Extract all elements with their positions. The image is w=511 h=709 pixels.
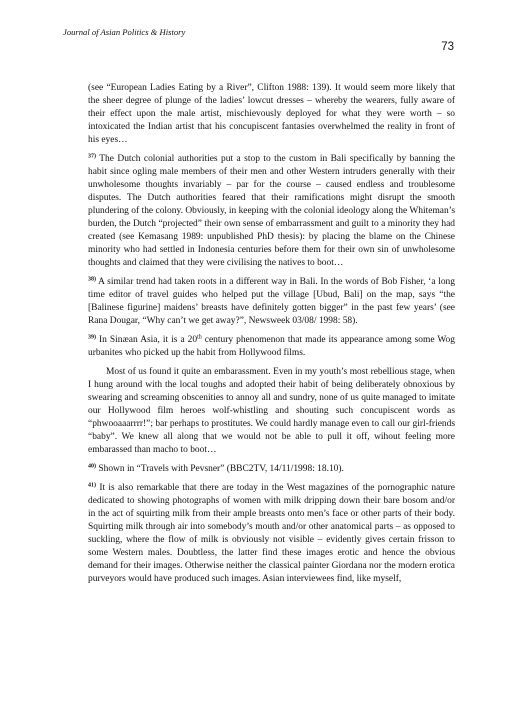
footnote-text: A similar trend had taken roots in a different way in Bali. In the words of Bob Fisher, ‘a long time editor of travel guides who helped put the village [Ubud, Bali] on the map, says “the [Balinese figurine] maidens’ breasts have definitely gotten bigger” in the past few years’ (see Rana Dougar, “Why can’t we get away?”, Newsweek 03/08/ 1998: 58). bbox=[88, 277, 455, 326]
footnote-text: It is also remarkable that there are today in the West magazines of the pornographic nature dedicated to showing photographs of women with milk dripping down their bare bosom and/or in the act of squirting milk from their ample breasts onto men’s face or other parts of their body. Squirting milk through air into somebody’s mouth and/or other anatomical parts – as opposed to suckling, where the flow of milk is obviously not visible – evidently gives certain frisson to some Western males. Doubtless, the latter find these images erotic and hence the obvious demand for their images. Otherwise neither the classical painter Giordana nor the modern erotica purveyors would have produced such images. Asian interviewees find, like myself, bbox=[88, 483, 455, 584]
footnote-38 bbox=[88, 276, 455, 328]
footnote-marker: 37) bbox=[88, 153, 96, 160]
footnote-marker: 39) bbox=[88, 334, 96, 341]
page-number: 73 bbox=[441, 41, 454, 53]
running-head: Journal of Asian Politics & History bbox=[63, 27, 186, 37]
footnote-text: Shown in “Travels with Pevsner” (BBC2TV, 14/11/1998: 18.10). bbox=[96, 464, 344, 474]
footnote-37 bbox=[88, 153, 455, 270]
footnote-40 bbox=[88, 463, 455, 476]
footnote-marker: 40) bbox=[88, 463, 96, 470]
footnote-marker: 38) bbox=[88, 276, 96, 283]
ordinal-suffix: th bbox=[197, 334, 202, 341]
paragraph: Most of us found it quite an embarassment. Even in my youth’s most rebellious stage, when I hung around with the local toughs and adopted their habit of being deliberately obnoxious by swearing and screaming obscenities to annoy all and sundry, none of us quite managed to imitate our Hollywood film heroes wolf-whistling and shouting such concupiscent words as “phwooaaarrrr!”; bar perhaps to prostitutes. We could hardly manage even to call our girl-friends “baby”. We knew all along that we would not be able to pull it off, wihout feeling more embarassed than macho to boot… bbox=[88, 367, 455, 455]
footnote-text: century phenomenon that made its appearance among some Wog urbanites who picked up the habit from Hollywood films. bbox=[88, 335, 455, 358]
paragraph-continued: (see “European Ladies Eating by a River”, Clifton 1988: 139). It would seem more likely that the sheer degree of plunge of the ladies’ lowcut dresses – whereby the wearers, fully aware of their effect upon the male artist, mischievously deployed for what they were worth – so intoxicated the Indian artist that his concupiscent fantasies overwhelmed the reality in front of his eyes… bbox=[88, 83, 455, 145]
footnote-marker: 41) bbox=[88, 482, 96, 489]
footnote-39 bbox=[88, 334, 455, 360]
footnote-text: The Dutch colonial authorities put a stop to the custom in Bali specifically by banning the habit since ogling male members of their men and other Western intruders generally with their unwholesome thoughts invariably – par for the course – caused endless and troublesome disputes. The Dutch authorities feared that their ramifications might disrupt the smooth plundering of the colony. Obviously, in keeping with the colonial ideology along the Whiteman’s burden, the Dutch “projected” their own sense of embarrassment and guilt to a minority they had created (see Kemasang 1989: unpublished PhD thesis): by placing the blame on the Chinese minority who had settled in Indonesia centuries before them for their own sin of unwholesome thoughts and claimed that they were civilising the natives to boot… bbox=[88, 154, 455, 268]
body-text bbox=[88, 82, 455, 592]
footnote-41 bbox=[88, 482, 455, 586]
footnote-text: In Sinæan Asia, it is a 20 bbox=[96, 335, 198, 345]
